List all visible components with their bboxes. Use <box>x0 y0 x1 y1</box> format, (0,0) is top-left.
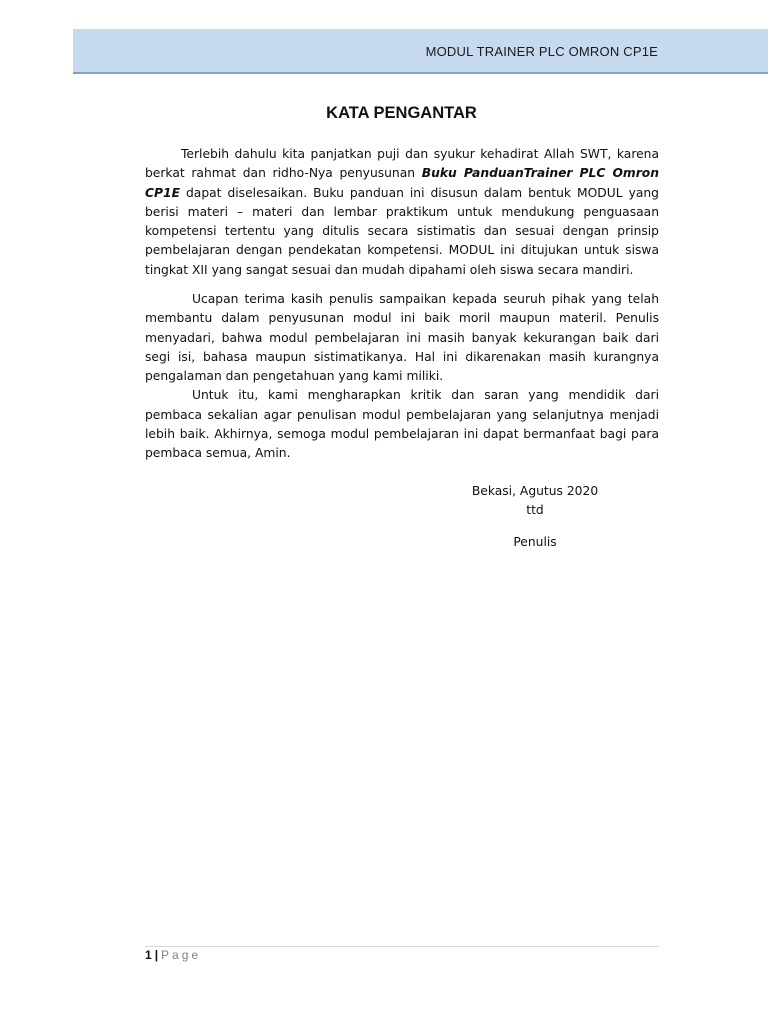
page-footer <box>145 948 201 962</box>
signature-block <box>455 482 615 552</box>
page-label: Page <box>161 948 202 962</box>
thanks-section <box>145 290 659 464</box>
page-title: KATA PENGANTAR <box>326 104 477 122</box>
intro-paragraph <box>145 145 659 280</box>
page-number: 1 <box>145 948 152 962</box>
book-title: Buku PanduanTrainer PLC Omron CP1E <box>145 166 659 200</box>
paragraph-2: Ucapan terima kasih penulis sampaikan kepada seuruh pihak yang telah membantu dalam penyusunan modul ini baik moril maupun materil. Penulis menyadari, bahwa modul pembelajaran ini masih banyak kekurangan baik dari segi isi, bahasa maupun sistimatikanya. Hal ini dikarenakan masih kurangnya pengalaman dan pengetahuan yang kami miliki. <box>145 292 659 384</box>
place-date: Bekasi, Agutus 2020 <box>471 484 599 498</box>
paragraph-1-text-a: Terlebih dahulu kita panjatkan puji dan syukur kehadirat Allah SWT, karena berkat rahmat dan ridho-Nya penyusunan <box>145 147 659 181</box>
paragraph-1 <box>145 145 659 280</box>
running-header <box>73 29 768 74</box>
footer-divider <box>145 946 659 947</box>
paragraph-1-text-b: dapat diselesaikan. Buku panduan ini disusun dalam bentuk MODUL yang berisi materi – materi dan lembar praktikum untuk mendukung penguasaan kompetensi tertentu yang ditulis secara sistimatis dan sesuai dengan prinsip pembelajaran dengan pendekatan kompetensi. MODUL ini ditujukan untuk siswa tingkat XII yang sangat sesuai dan mudah dipahami oleh siswa secara mandiri. <box>145 185 659 277</box>
author-label: Penulis <box>513 534 557 549</box>
footer-separator: | <box>154 948 159 962</box>
ttd-label: ttd <box>526 503 544 518</box>
paragraph-3: Untuk itu, kami mengharapkan kritik dan saran yang mendidik dari pembaca sekalian agar penulisan modul pembelajaran yang selanjutnya menjadi lebih baik. Akhirnya, semoga modul pembelajaran ini dapat bermanfaat bagi para pembaca semua, Amin. <box>145 388 659 461</box>
header-title: MODUL TRAINER PLC OMRON CP1E <box>425 44 658 59</box>
